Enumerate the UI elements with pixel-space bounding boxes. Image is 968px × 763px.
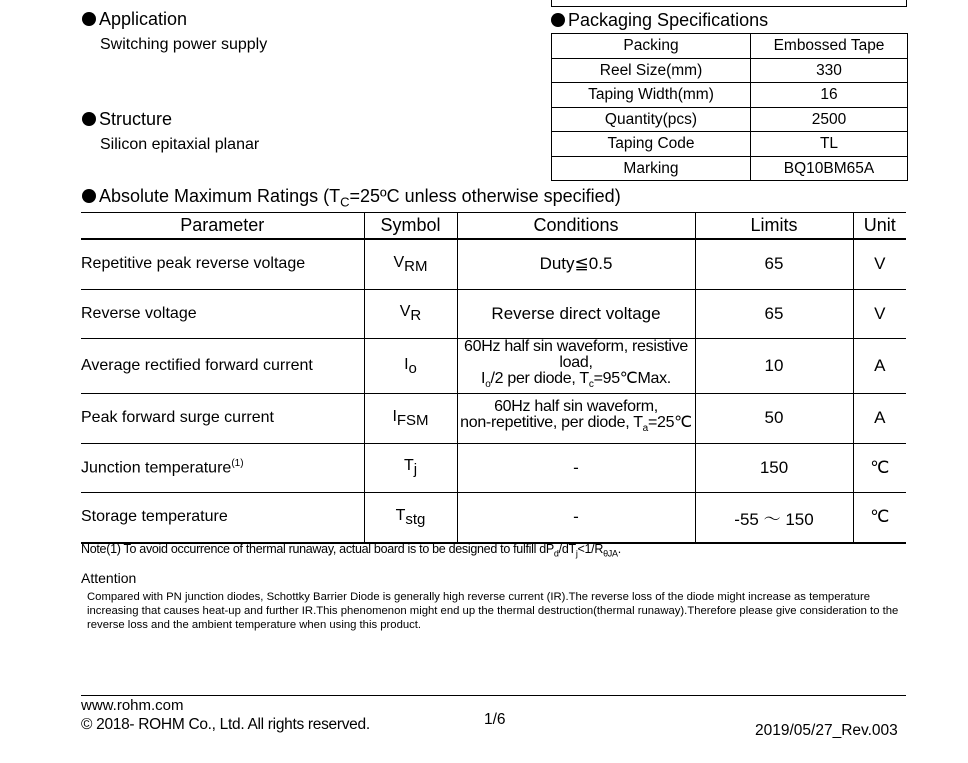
symbol-base: I — [404, 355, 409, 373]
application-heading-text: Application — [99, 9, 188, 29]
parameter-cell — [81, 394, 364, 444]
symbol-sub: FSM — [396, 411, 429, 429]
footer-url[interactable]: www.rohm.com — [81, 697, 184, 714]
column-header: Symbol — [364, 213, 457, 240]
symbol-cell — [364, 289, 457, 339]
symbol-base: V — [399, 303, 411, 321]
packaging-label: Packing — [552, 34, 751, 59]
revision-date: 2019/05/27_Rev.003 — [755, 722, 898, 739]
packaging-row — [552, 83, 908, 108]
column-header: Parameter — [81, 213, 364, 240]
structure-heading — [82, 109, 172, 130]
ratings-row — [81, 493, 906, 543]
packaging-row — [552, 107, 908, 132]
symbol-sub: stg — [405, 510, 426, 528]
ratings-row — [81, 394, 906, 444]
packaging-row — [552, 58, 908, 83]
attention-title: Attention — [81, 570, 137, 586]
bullet-icon — [551, 13, 565, 27]
cond-sub: a — [642, 423, 648, 435]
symbol-base: I — [392, 407, 397, 425]
parameter-name: Peak forward surge current — [81, 409, 274, 427]
limit-cell: 65 — [695, 239, 853, 289]
cond-sub: o — [485, 379, 491, 391]
attention-body: Compared with PN junction diodes, Schottky Barrier Diode is generally high reverse current (IR).The reverse loss of the diode might increase as temperature increasing that causes heat-up and further IR.This phenomenon might end up the thermal destruction(thermal runaway).Therefore please give consideration to the reverse loss and the ambient temperature when using this product. — [87, 591, 899, 631]
packaging-label: Taping Code — [552, 132, 751, 157]
note-sub: d — [553, 548, 559, 559]
conditions-cell — [457, 339, 695, 394]
packaging-value: 16 — [751, 83, 908, 108]
packaging-table — [551, 33, 908, 181]
parameter-cell — [81, 443, 364, 493]
packaging-label: Reel Size(mm) — [552, 58, 751, 83]
bullet-icon — [82, 12, 96, 26]
limit-cell: 10 — [695, 339, 853, 394]
cond-sub: c — [588, 379, 594, 391]
unit-cell: V — [853, 289, 906, 339]
note-text — [81, 542, 621, 559]
ratings-heading — [82, 186, 621, 210]
note-part: Note(1) To avoid occurrence of thermal runaway, actual board is to be designed to fulfill dP — [81, 542, 554, 556]
ratings-row — [81, 239, 906, 289]
conditions-line: 60Hz half sin waveform, resistive load, — [464, 338, 688, 371]
bullet-icon — [82, 112, 96, 126]
limit-cell: 65 — [695, 289, 853, 339]
packaging-heading-text: Packaging Specifications — [568, 10, 769, 30]
ratings-header-row — [81, 213, 906, 240]
unit-cell: ℃ — [853, 443, 906, 493]
packaging-value: BQ10BM65A — [751, 156, 908, 181]
parameter-cell — [81, 239, 364, 289]
cond-part: =95℃Max. — [593, 370, 671, 387]
column-header: Limits — [695, 213, 853, 240]
symbol-sub: j — [413, 461, 418, 479]
column-header: Unit — [853, 213, 906, 240]
limit-cell: 50 — [695, 394, 853, 444]
symbol-cell — [364, 493, 457, 543]
packaging-row — [552, 132, 908, 157]
ratings-row — [81, 443, 906, 493]
application-heading — [82, 9, 187, 30]
conditions-line: 60Hz half sin waveform, — [494, 398, 658, 416]
note-sub: j — [575, 548, 578, 559]
unit-cell: A — [853, 339, 906, 394]
packaging-row — [552, 34, 908, 59]
conditions-cell: - — [457, 493, 695, 543]
symbol-cell — [364, 443, 457, 493]
previous-table-edge — [551, 0, 907, 7]
conditions-cell: - — [457, 443, 695, 493]
parameter-note-ref: (1) — [231, 458, 244, 470]
conditions-line — [458, 371, 695, 393]
conditions-cell: Reverse direct voltage — [457, 289, 695, 339]
packaging-row — [552, 156, 908, 181]
packaging-value: Embossed Tape — [751, 34, 908, 59]
limit-cell: 150 — [695, 443, 853, 493]
packaging-label: Taping Width(mm) — [552, 83, 751, 108]
parameter-cell — [81, 339, 364, 394]
parameter-cell — [81, 289, 364, 339]
cond-part: I — [481, 370, 486, 387]
structure-heading-text: Structure — [99, 109, 173, 129]
bullet-icon — [82, 189, 96, 203]
note-part: /dT — [558, 542, 576, 556]
footer-copyright: © 2018- ROHM Co., Ltd. All rights reserved. — [81, 716, 370, 733]
parameter-name: Average rectified forward current — [81, 357, 313, 375]
ratings-heading-sub: C — [340, 194, 350, 210]
symbol-base: V — [393, 253, 405, 271]
cond-part: non-repetitive, per diode, T — [460, 414, 643, 432]
unit-cell: A — [853, 394, 906, 444]
unit-cell: V — [853, 239, 906, 289]
conditions-cell — [457, 394, 695, 444]
cond-part: /2 per diode, T — [490, 370, 589, 387]
limit-cell: -55 ～ 150 — [695, 493, 853, 543]
note-part: <1/R — [577, 542, 604, 556]
ratings-row — [81, 339, 906, 394]
application-text: Switching power supply — [100, 36, 268, 53]
packaging-value: TL — [751, 132, 908, 157]
conditions-cell: Duty≦0.5 — [457, 239, 695, 289]
note-part: . — [617, 542, 621, 556]
note-sub: θJA — [603, 548, 618, 559]
symbol-base: T — [395, 506, 406, 524]
packaging-heading — [551, 10, 768, 31]
packaging-label: Quantity(pcs) — [552, 107, 751, 132]
packaging-value: 2500 — [751, 107, 908, 132]
symbol-cell — [364, 394, 457, 444]
cond-part: =25℃ — [647, 414, 692, 432]
symbol-cell — [364, 239, 457, 289]
symbol-cell — [364, 339, 457, 394]
parameter-name: Junction temperature — [81, 459, 232, 477]
packaging-value: 330 — [751, 58, 908, 83]
ratings-heading-prefix: Absolute Maximum Ratings (T — [99, 186, 341, 206]
symbol-sub: R — [410, 307, 422, 325]
parameter-name: Storage temperature — [81, 508, 228, 526]
page-number: 1/6 — [484, 711, 506, 728]
ratings-table — [81, 212, 906, 544]
parameter-cell — [81, 493, 364, 543]
ratings-row — [81, 289, 906, 339]
footer-divider — [81, 695, 906, 696]
parameter-name: Repetitive peak reverse voltage — [81, 255, 306, 273]
unit-cell: ℃ — [853, 493, 906, 543]
conditions-line — [458, 415, 695, 437]
column-header: Conditions — [457, 213, 695, 240]
symbol-sub: o — [408, 359, 417, 377]
packaging-label: Marking — [552, 156, 751, 181]
ratings-heading-suffix: =25ºC unless otherwise specified) — [349, 186, 621, 206]
parameter-name: Reverse voltage — [81, 304, 197, 322]
symbol-sub: RM — [404, 257, 428, 275]
symbol-base: T — [403, 457, 414, 475]
structure-text: Silicon epitaxial planar — [100, 136, 260, 153]
